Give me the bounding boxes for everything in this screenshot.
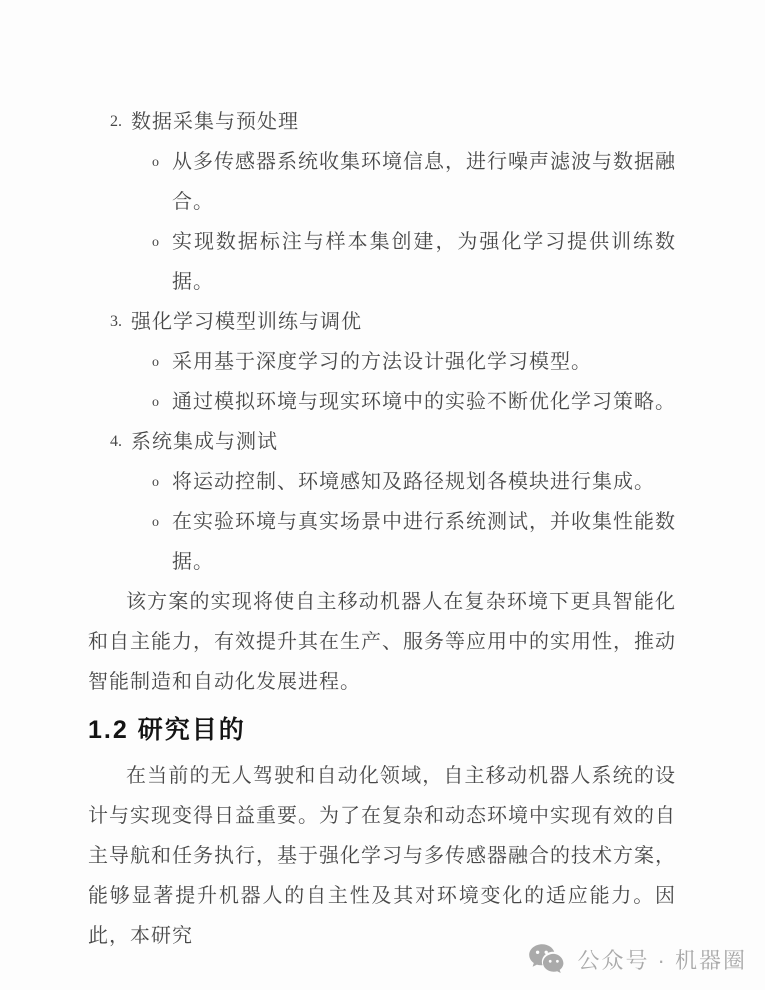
list-item-title: 系统集成与测试 [131, 431, 278, 453]
list-item-3 [88, 302, 676, 342]
list-item-number: 3. [110, 313, 122, 330]
research-purpose-paragraph: 在当前的无人驾驶和自动化领域，自主移动机器人系统的设计与实现变得日益重要。为了在复杂和动态环境中实现有效的自主导航和任务执行，基于强化学习与多传感器融合的技术方案，能够显著提升机器人的自主性及其对环境变化的适应能力。因此，本研究 [88, 765, 676, 947]
circle-bullet-marker: o [152, 395, 159, 410]
sub-list-item-text: 从多传感器系统收集环境信息，进行噪声滤波与数据融合。 [172, 151, 676, 213]
sub-list-item [88, 382, 676, 422]
list-item-number: 4. [110, 433, 122, 450]
sub-list-item-text: 采用基于深度学习的方法设计强化学习模型。 [172, 351, 592, 373]
sub-list-item [88, 462, 676, 502]
sub-list-item [88, 342, 676, 382]
sub-list-item-text: 实现数据标注与样本集创建，为强化学习提供训练数据。 [172, 231, 676, 293]
sub-list-item [88, 222, 676, 302]
circle-bullet-marker: o [152, 355, 159, 370]
list-item-title: 强化学习模型训练与调优 [131, 311, 362, 333]
circle-bullet-marker: o [152, 155, 159, 170]
section-heading-1-2: 1.2 研究目的 [88, 716, 246, 744]
sub-list-item [88, 142, 676, 222]
circle-bullet-marker: o [152, 515, 159, 530]
closing-paragraph: 该方案的实现将使自主移动机器人在复杂环境下更具智能化和自主能力，有效提升其在生产、服务等应用中的实用性，推动智能制造和自动化发展进程。 [88, 591, 676, 693]
circle-bullet-marker: o [152, 235, 159, 250]
wechat-icon [528, 942, 568, 976]
sub-list-item [88, 502, 676, 582]
sub-list-item-text: 将运动控制、环境感知及路径规划各模块进行集成。 [172, 471, 655, 493]
document-content [88, 102, 676, 956]
sub-list-item-text: 在实验环境与真实场景中进行系统测试，并收集性能数据。 [172, 511, 676, 573]
watermark [528, 942, 747, 976]
list-item-number: 2. [110, 113, 122, 130]
list-item-4 [88, 422, 676, 462]
watermark-text: 公众号 · 机器圈 [577, 947, 747, 973]
list-item-2 [88, 102, 676, 142]
circle-bullet-marker: o [152, 475, 159, 490]
sub-list-item-text: 通过模拟环境与现实环境中的实验不断优化学习策略。 [172, 391, 676, 413]
list-item-title: 数据采集与预处理 [131, 111, 299, 133]
